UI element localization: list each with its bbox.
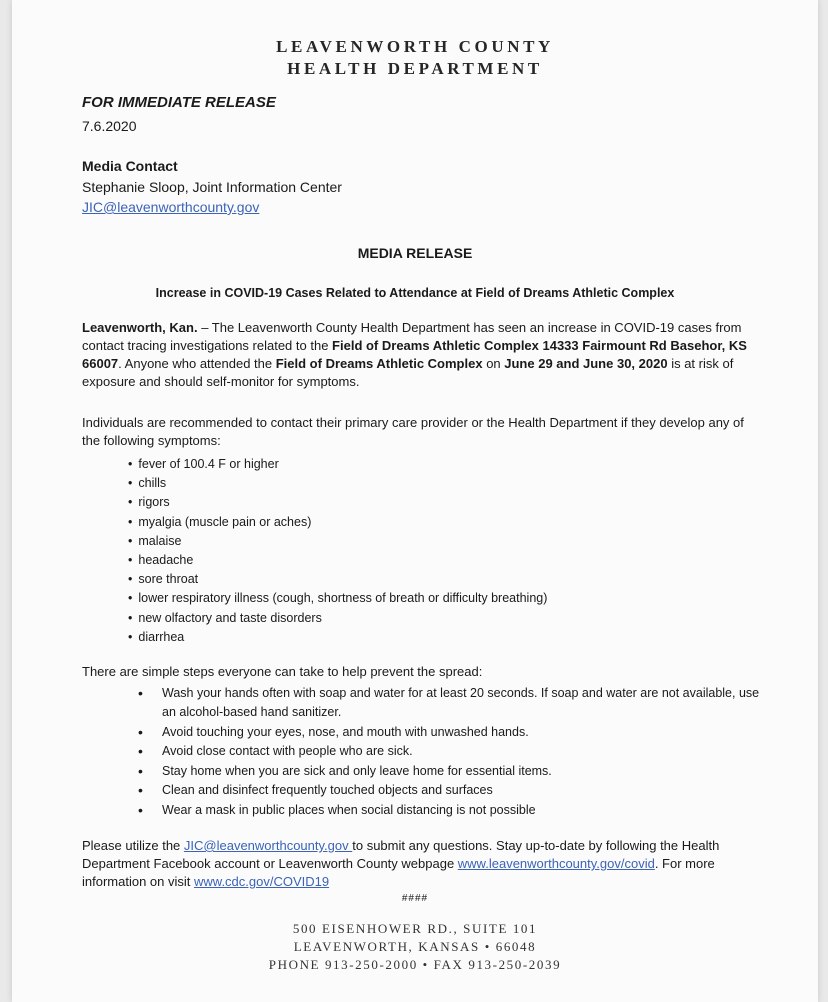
immediate-release-label: FOR IMMEDIATE RELEASE xyxy=(82,94,276,111)
media-contact-email-link[interactable]: JIC@leavenworthcounty.gov xyxy=(82,199,260,215)
letterhead-department: HEALTH DEPARTMENT xyxy=(287,59,543,78)
prevention-intro: There are simple steps everyone can take to help prevent the spread: xyxy=(82,664,483,679)
prevention-item: • Stay home when you are sick and only leave home for essential items. xyxy=(138,762,768,781)
venue-address: Field of Dreams Athletic Complex 14333 Fairmount Rd Basehor, KS 66007 xyxy=(82,338,747,371)
prevention-item: • Avoid close contact with people who are sick. xyxy=(138,742,768,761)
dateline: Leavenworth, Kan. xyxy=(82,320,198,335)
symptoms-intro: Individuals are recommended to contact their primary care provider or the Health Department if they develop any of the following symptoms: xyxy=(82,415,744,448)
intro-text-3: on xyxy=(482,356,505,371)
footer-city: LEAVENWORTH, KANSAS • 66048 xyxy=(293,939,537,954)
intro-text-2: . Anyone who attended the xyxy=(118,356,276,371)
footer-address: 500 EISENHOWER RD., SUITE 101 xyxy=(292,921,538,936)
media-release-heading: MEDIA RELEASE xyxy=(357,245,473,261)
end-mark: #### xyxy=(401,893,429,904)
symptom-item: • chills xyxy=(128,474,547,493)
symptom-item: • fever of 100.4 F or higher xyxy=(128,455,547,474)
prevention-list xyxy=(138,684,768,820)
symptom-item: • headache xyxy=(128,551,547,570)
prevention-item: • Avoid touching your eyes, nose, and mouth with unwashed hands. xyxy=(138,723,768,742)
letterhead-county: LEAVENWORTH COUNTY xyxy=(276,37,554,56)
closing-paragraph xyxy=(82,837,762,891)
closing-text-2: to submit any questions. Stay up-to-date by following the Health Department Facebook account or Leavenworth County webpage xyxy=(82,838,720,871)
symptom-item: • diarrhea xyxy=(128,628,547,647)
media-contact-title: Media Contact xyxy=(82,158,178,174)
footer-phone-fax: PHONE 913-250-2000 • FAX 913-250-2039 xyxy=(268,957,562,972)
symptom-item: • lower respiratory illness (cough, shortness of breath or difficulty breathing) xyxy=(128,589,547,608)
intro-text-4: is at risk of exposure and should self-monitor for symptoms. xyxy=(82,356,734,389)
symptom-item: • malaise xyxy=(128,532,547,551)
intro-text-1: – The Leavenworth County Health Department has seen an increase in COVID-19 cases from contact tracing investigations related to the xyxy=(82,320,742,353)
symptom-item: • myalgia (muscle pain or aches) xyxy=(128,513,547,532)
symptom-item: • sore throat xyxy=(128,570,547,589)
intro-paragraph xyxy=(82,319,762,391)
closing-text-3: . For more information on visit xyxy=(82,856,715,889)
symptom-item: • new olfactory and taste disorders xyxy=(128,609,547,628)
exposure-dates: June 29 and June 30, 2020 xyxy=(504,356,668,371)
press-release-page xyxy=(12,0,818,1002)
prevention-item: • Clean and disinfect frequently touched objects and surfaces xyxy=(138,781,768,800)
release-headline: Increase in COVID-19 Cases Related to Attendance at Field of Dreams Athletic Complex xyxy=(155,286,675,300)
symptom-item: • rigors xyxy=(128,493,547,512)
symptoms-list xyxy=(128,455,547,647)
closing-text-1: Please utilize the xyxy=(82,838,184,853)
media-contact-name: Stephanie Sloop, Joint Information Center xyxy=(82,179,342,195)
release-date: 7.6.2020 xyxy=(82,118,137,134)
venue-name: Field of Dreams Athletic Complex xyxy=(275,356,483,371)
jic-email-link[interactable]: JIC@leavenworthcounty.gov xyxy=(183,838,353,853)
cdc-covid-link[interactable]: www.cdc.gov/COVID19 xyxy=(194,874,330,889)
prevention-item: • Wash your hands often with soap and water for at least 20 seconds. If soap and water are not available, use an alcohol-based hand sanitizer. xyxy=(138,684,768,722)
county-covid-link[interactable]: www.leavenworthcounty.gov/covid xyxy=(457,856,655,871)
prevention-item: • Wear a mask in public places when social distancing is not possible xyxy=(138,801,768,820)
